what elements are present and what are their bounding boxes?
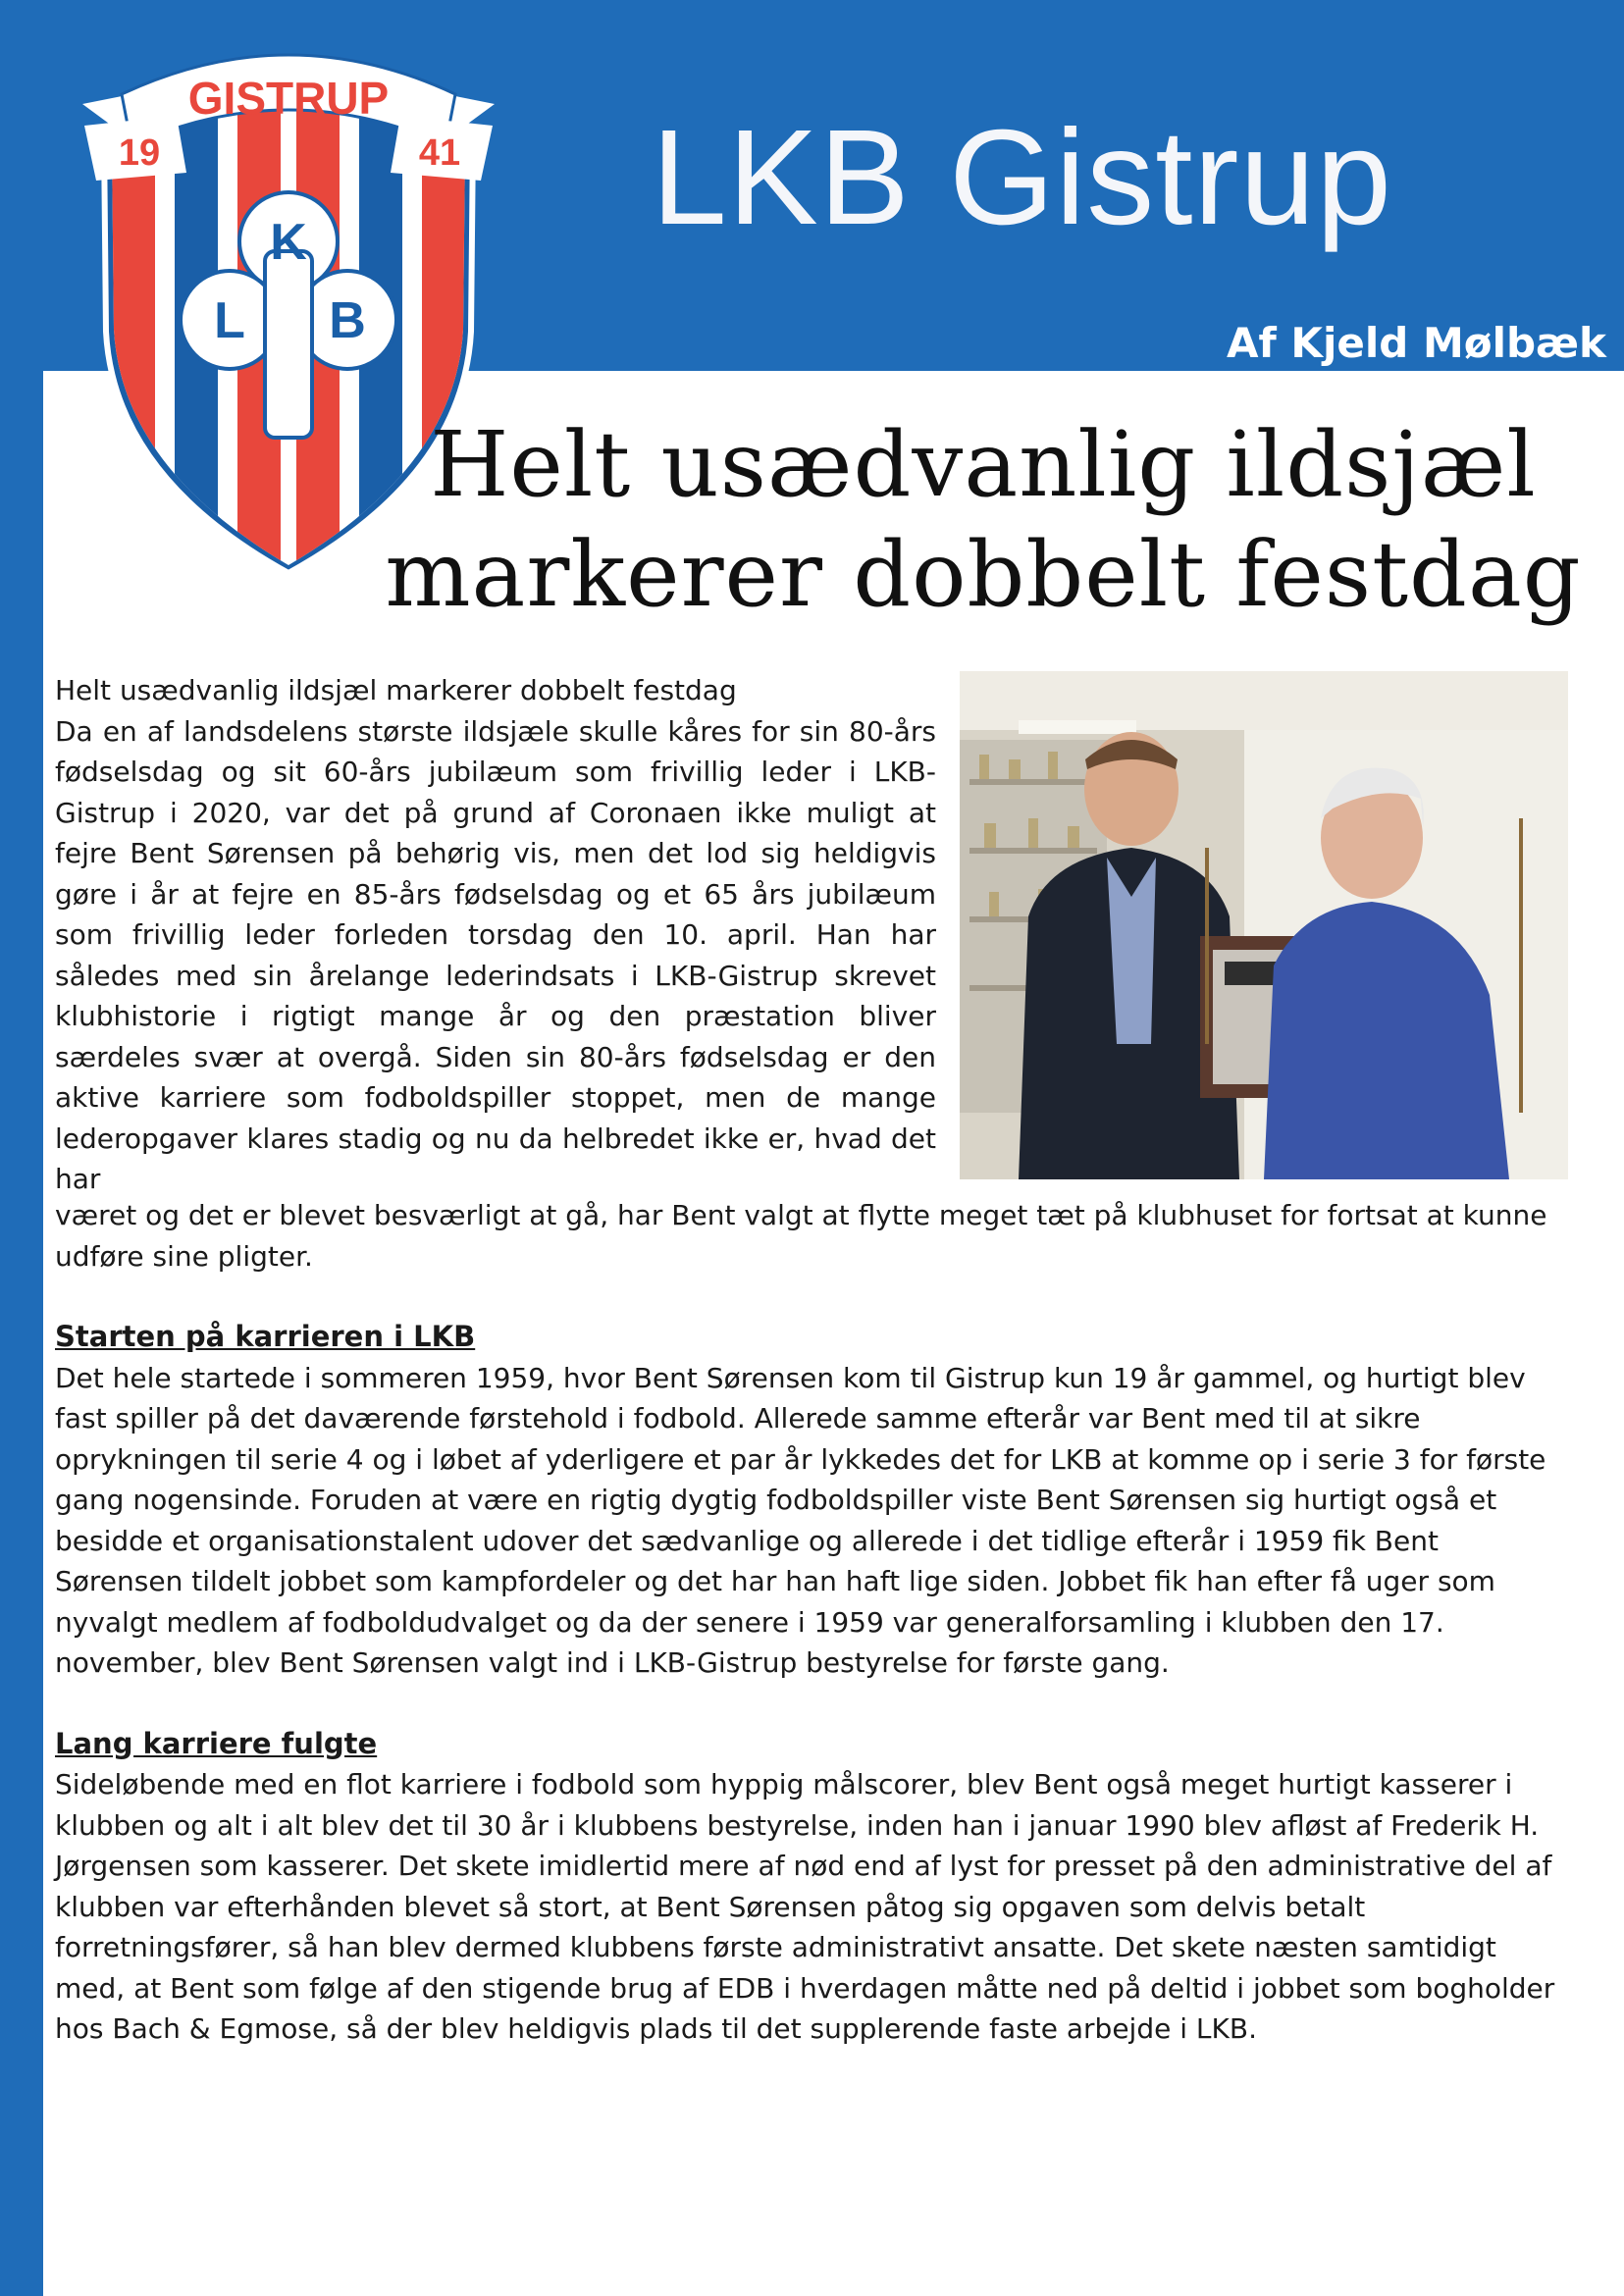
spacer: [55, 1277, 1566, 1317]
author-byline: Af Kjeld Mølbæk: [1227, 319, 1606, 367]
headline-line-1: Helt usædvanlig ildsjæl: [430, 412, 1537, 517]
logo-banner-text: GISTRUP: [187, 73, 390, 124]
intro-continued: været og det er blevet besværligt at gå, har Bent valgt at flytte meget tæt på klubhuset for fortsat at kunne udføre sine pligter.: [55, 1199, 1547, 1273]
section-text-career: Sideløbende med en flot karriere i fodbold som hyppig målscorer, blev Bent også meget hurtigt kasserer i klubben og alt i alt blev det til 30 år i klubbens bestyrelse, inden han i januar 1990 blev afløst af Frederik H. Jørgensen som kasserer. Det skete imidlertid mere af nød end af lyst for presset på den administrative del af klubben var efterhånden blevet så stort, at Bent Sørensen påtog sig opgaven som delvis betalt forretningsfører, så han blev dermed klubbens første administrativt ansatte. Det skete næsten samtidigt med, at Bent som følge af den stigende brug af EDB i hverdagen måtte ned på deltid i jobbet som bogholder hos Bach & Egmose, så der blev heldigvis plads til det supplerende faste arbejde i LKB.: [55, 1768, 1555, 2045]
section-text-start: Det hele startede i sommeren 1959, hvor Bent Sørensen kom til Gistrup kun 19 år gammel, og hurtigt blev fast spiller på det daværende førstehold i fodbold. Allerede samme efterår var Bent med til at sikre oprykningen til serie 4 og i løbet af yderligere et par år lykkedes det for LKB at komme op i serie 3 for første gang nogensinde. Foruden at være en rigtig dygtig fodboldspiller viste Bent Sørensen sig hurtigt også et besidde et organisationstalent udover det sædvanlige og allerede i det tidlige efterår i 1959 fik Bent Sørensen tildelt jobbet som kampfordeler og det har han haft lige siden. Jobbet fik han efter få uger som nyvalgt medlem af fodboldudvalget og da der senere i 1959 var generalforsamling i klubben den 17. november, blev Bent Sørensen valgt ind i LKB-Gistrup bestyrelse for første gang.: [55, 1361, 1546, 1679]
intro-column: [55, 670, 936, 1200]
logo-year-left: 19: [118, 132, 161, 174]
intro-title: Helt usædvanlig ildsjæl markerer dobbelt festdag: [55, 674, 737, 706]
section-heading-career: Lang karriere fulgte: [55, 1726, 378, 1760]
club-title: LKB Gistrup: [652, 102, 1392, 253]
logo-letter-l: L: [214, 292, 245, 349]
logo-letter-k: K: [270, 214, 307, 271]
article-headline: [365, 410, 1601, 630]
headline-line-2: markerer dobbelt festdag: [385, 522, 1582, 627]
logo-letter-b: B: [329, 292, 366, 349]
section-heading-start: Starten på karrieren i LKB: [55, 1320, 476, 1353]
article-body: [55, 1195, 1566, 2050]
spacer: [55, 1684, 1566, 1724]
logo-year-right: 41: [418, 132, 461, 174]
side-accent-bar: [0, 371, 43, 2296]
award-photo: [960, 671, 1568, 1179]
intro-paragraph: Da en af landsdelens største ildsjæle skulle kåres for sin 80-års fødselsdag og sit 60-års jubilæum som frivillig leder i LKB-Gistrup i 2020, var det på grund af Coronaen ikke muligt at fejre Bent Sørensen på behørig vis, men det lod sig heldigvis gøre i år at fejre en 85-års fødselsdag og et 65 års jubilæum som frivillig leder forleden torsdag den 10. april. Han har således med sin årelange lederindsats i LKB-Gistrup skrevet klubhistorie i rigtigt mange år og den præstation bliver særdeles svær at overgå. Siden sin 80-års fødselsdag er den aktive karriere som fodboldspiller stoppet, men de mange lederopgaver klares stadig og nu da helbredet ikke er, hvad det har: [55, 714, 936, 1195]
